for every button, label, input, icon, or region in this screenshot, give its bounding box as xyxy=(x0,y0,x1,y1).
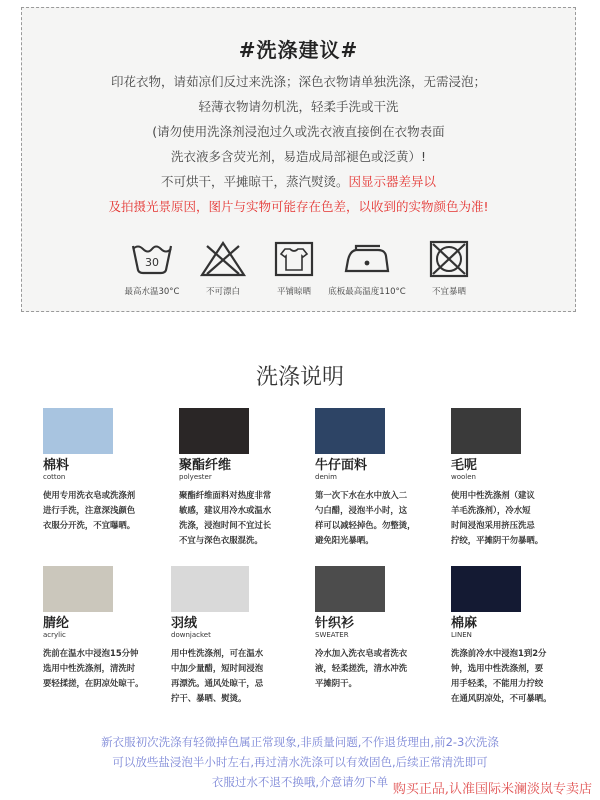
fabric-name: 聚酯纤维 xyxy=(179,458,232,473)
fabric-english-name: SWEATER xyxy=(315,631,349,639)
fabric-english-name: polyester xyxy=(179,473,212,481)
fabric-name: 羽绒 xyxy=(171,616,198,631)
care-tips-title: #洗涤建议# xyxy=(238,38,359,62)
care-icon-item xyxy=(394,240,504,297)
fabric-swatch xyxy=(315,566,385,612)
fabric-care-text: 用中性洗涤剂，可在温水 中加少量醋，短时间浸泡 再漂洗。通风处晾干，忌 拧干、暴晒、熨烫。 xyxy=(171,648,264,703)
fabric-swatch xyxy=(451,566,521,612)
color-disclaimer: 及拍摄光景原因，图片与实物可能存在色差，以收到的实物颜色为准! xyxy=(108,199,489,214)
fabric-english-name: cotton xyxy=(43,473,66,481)
fabric-english-name: LINEN xyxy=(451,631,472,639)
care-tip-line: (请勿使用洗涤剂浸泡过久或洗衣液直接倒在衣物表面 xyxy=(152,124,445,139)
fabric-name: 棉料 xyxy=(43,458,70,473)
care-tip-line: 轻薄衣物请勿机洗，轻柔手洗或干洗 xyxy=(198,99,399,114)
iron-110-icon xyxy=(342,240,392,278)
no-bleach-label: 不可漂白 xyxy=(205,287,240,297)
fading-notice-line: 衣服过水不退不换哦,介意请勿下单 xyxy=(211,775,389,789)
fabric-swatch xyxy=(179,408,249,454)
fading-notice-line: 新衣服初次洗涤有轻微掉色属正常现象,非质量问题,不作退货理由,前2-3次洗涤 xyxy=(101,735,499,749)
fabric-name: 棉麻 xyxy=(451,616,478,631)
fabric-card xyxy=(315,566,450,691)
no-sun-dry-icon xyxy=(427,240,471,278)
fabric-name: 针织衫 xyxy=(315,616,355,631)
fabric-care-text: 聚酯纤维面料对热度非常 敏感，建议用冷水或温水 洗涤，浸泡时间不宜过长 不宜与深色衣服混洗。 xyxy=(179,490,272,545)
fabric-swatch xyxy=(315,408,385,454)
iron-temperature-label: 底板最高温度110°C xyxy=(328,287,406,297)
fabric-card xyxy=(315,408,450,548)
fabric-english-name: denim xyxy=(315,473,337,481)
fabric-card xyxy=(43,566,178,691)
no-sun-dry-label: 不宜暴晒 xyxy=(431,287,466,297)
wash-temperature-number: 30 xyxy=(145,256,159,269)
wash-temperature-label: 最高水温30°C xyxy=(124,287,180,297)
fabric-card xyxy=(451,408,586,548)
fabric-card xyxy=(179,408,314,548)
care-tips-panel xyxy=(21,7,576,312)
fabric-english-name: downjacket xyxy=(171,631,211,639)
fabric-care-text: 冷水加入洗衣皂或者洗衣 液，轻柔搓洗，清水冲洗 平摊阴干。 xyxy=(315,648,408,688)
color-disclaimer: 因显示器差异以 xyxy=(348,174,437,189)
fabric-card xyxy=(171,566,306,706)
fading-notice-line: 可以放些盐浸泡半小时左右,再过清水洗涤可以有效固色,后续正常清洗即可 xyxy=(112,755,488,769)
care-tip-line: 印花衣物，请茹凉们反过来洗涤；深色衣物请单独洗涤，无需浸泡； xyxy=(110,74,486,89)
fabric-swatch xyxy=(43,408,113,454)
fabric-name: 牛仔面料 xyxy=(315,458,368,473)
dry-flat-icon xyxy=(273,240,315,278)
fabric-card xyxy=(451,566,586,706)
fabric-swatch xyxy=(451,408,521,454)
fabric-care-text: 洗涤前冷水中浸泡1到2分 钟，选用中性洗涤剂，要 用手轻柔，不能用力拧绞 在通风阴凉处，不可暴晒。 xyxy=(451,648,552,703)
dry-flat-label: 平铺晾晒 xyxy=(276,287,311,297)
care-tip-text: 不可烘干，平摊晾干，蒸汽熨烫。 xyxy=(160,174,349,189)
care-tip-line: 洗衣液多含荧光剂，易造成局部褪色或泛黄）! xyxy=(170,149,426,164)
fabric-care-text: 洗前在温水中浸泡15分钟 选用中性洗涤剂，清洗时 要轻揉搓，在阴凉处晾干。 xyxy=(43,648,144,688)
fabric-card xyxy=(43,408,178,533)
fabric-care-text: 使用专用洗衣皂或洗涤剂 进行手洗，注意深浅颜色 衣服分开洗，不宜曝晒。 xyxy=(43,490,136,530)
care-tip-line xyxy=(22,172,575,190)
store-watermark: 购买正品,认准国际米澜淡岚专卖店 xyxy=(392,782,592,797)
fabric-swatch xyxy=(171,566,249,612)
fabric-care-text: 第一次下水在水中放入二 勺白醋，浸泡半小时，这 样可以减轻掉色。勿整烫， 避免阳光暴晒。 xyxy=(315,490,416,545)
fabric-english-name: woolen xyxy=(451,473,476,481)
fabric-name: 毛呢 xyxy=(451,458,478,473)
fabric-swatch xyxy=(43,566,113,612)
fabric-name: 腈纶 xyxy=(43,616,70,631)
fabric-english-name: acrylic xyxy=(43,631,66,639)
fabric-care-text: 使用中性洗涤剂（建议 羊毛洗涤剂），冷水短 时间浸泡采用挤压洗忌 拧绞，平摊阴干勿暴晒。 xyxy=(451,490,544,545)
instructions-title: 洗涤说明 xyxy=(255,365,344,390)
